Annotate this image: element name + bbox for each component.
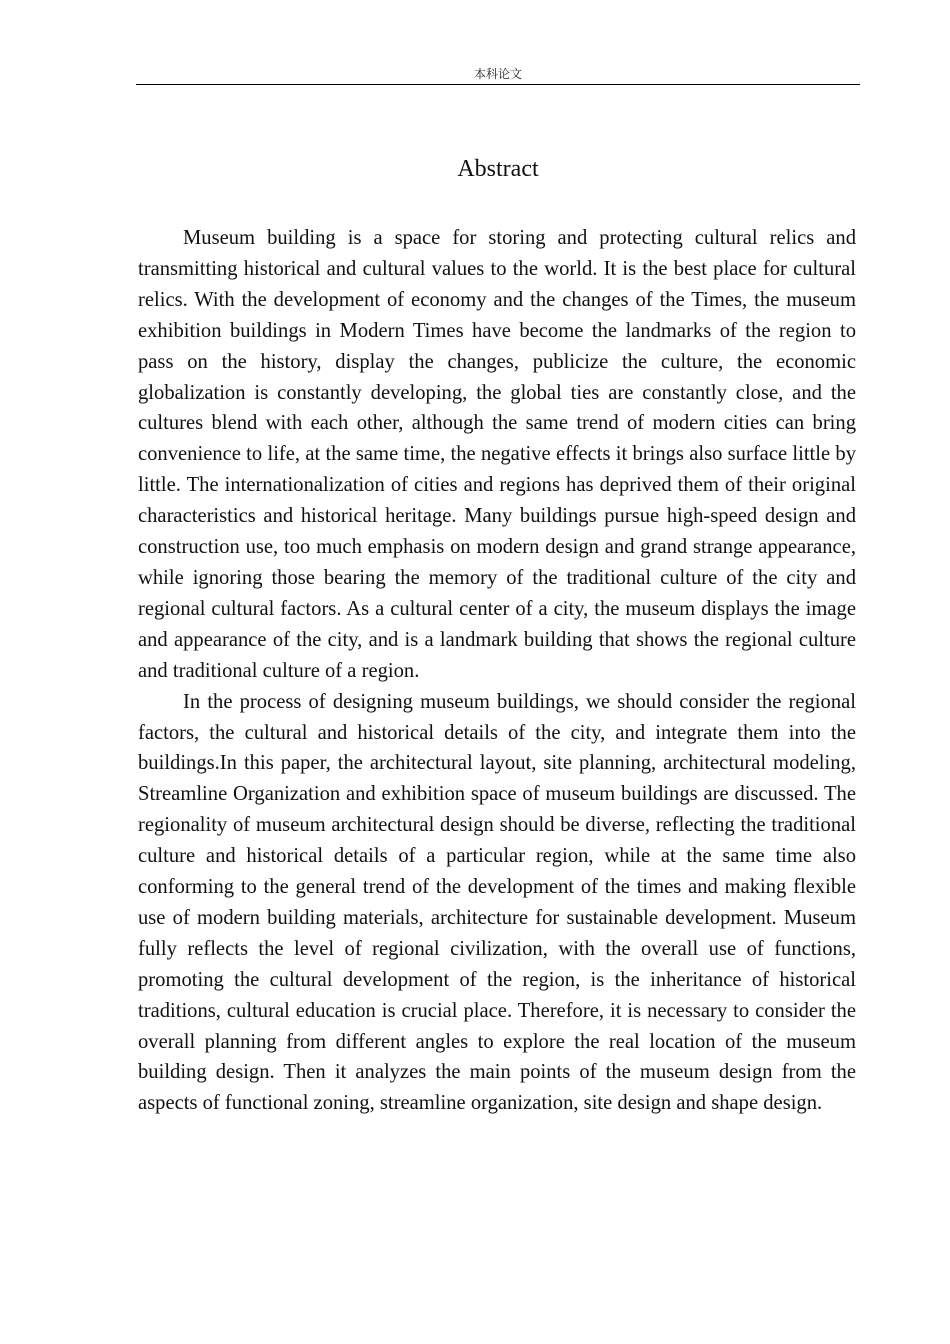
- abstract-paragraph: In the process of designing museum buildings, we should consider the regional factors, the cultural and historical details of the city, and integrate them into the buildings.In this paper, the architectural layout, site planning, architectural modeling, Streamline Organization and exhibition space of museum buildings are discussed. The regionality of museum architectural design should be diverse, reflecting the traditional culture and historical details of a particular region, while at the same time also conforming to the general trend of the development of the times and making flexible use of modern building materials, architecture for sustainable development. Museum fully reflects the level of regional civilization, with the overall use of functions, promoting the cultural development of the region, is the inheritance of historical traditions, cultural education is crucial place. Therefore, it is necessary to consider the overall planning from different angles to explore the real location of the museum building design. Then it analyzes the main points of the museum design from the aspects of functional zoning, streamline organization, site design and shape design.: [138, 690, 856, 1115]
- abstract-paragraph: Museum building is a space for storing and protecting cultural relics and transmitting historical and cultural values to the world. It is the best place for cultural relics. With the development of economy and the changes of the Times, the museum exhibition buildings in Modern Times have become the landmarks of the region to pass on the history, display the changes, publicize the culture, the economic globalization is constantly developing, the global ties are constantly close, and the cultures blend with each other, although the same trend of modern cities can bring convenience to life, at the same time, the negative effects it brings also surface little by little. The internationalization of cities and regions has deprived them of their original characteristics and historical heritage. Many buildings pursue high-speed design and construction use, too much emphasis on modern design and grand strange appearance, while ignoring those bearing the memory of the traditional culture of the city and regional cultural factors. As a cultural center of a city, the museum displays the image and appearance of the city, and is a landmark building that shows the regional culture and traditional culture of a region.: [138, 227, 856, 682]
- abstract-title: Abstract: [457, 156, 539, 182]
- page-header: [136, 64, 860, 85]
- abstract-body: [138, 223, 856, 1119]
- running-title: 本科论文: [473, 67, 522, 81]
